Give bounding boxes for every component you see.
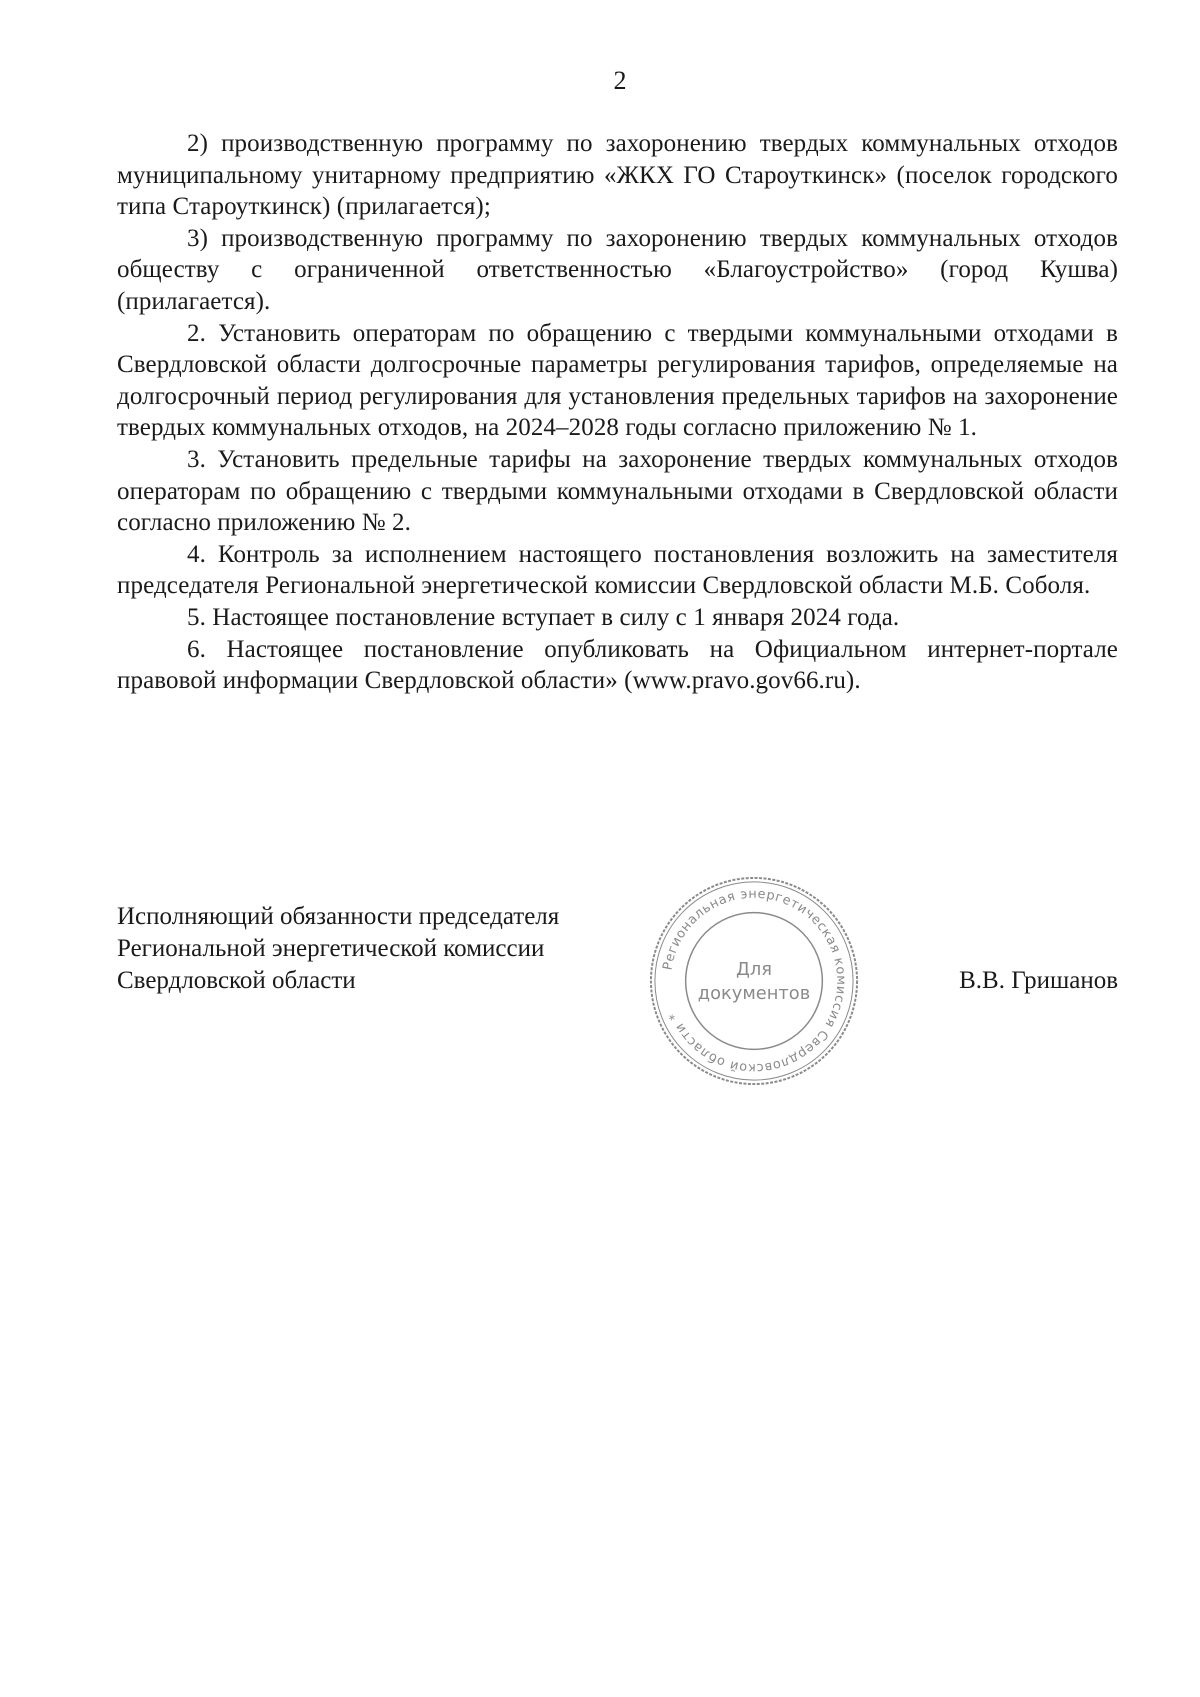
stamp-outer-ring [651,878,857,1084]
paragraph-long-term-parameters: 2. Установить операторам по обращению с твердыми коммунальными отходами в Свердловской области долгосрочные параметры регулирования тарифов, определяемые на долгосрочный период регулирования для установления предельных тарифов на захоронение твердых коммунальных отходов, на 2024–2028 годы согласно приложению № 1. [117,319,1118,442]
stamp-outer-ring-2 [655,882,853,1080]
paragraph-effective-date: 5. Настоящее постановление вступает в силу с 1 января 2024 года. [187,603,900,631]
paragraph-production-program-starooutkinsk: 2) производственную программу по захоронению твердых коммунальных отходов муниципальному унитарному предприятию «ЖКХ ГО Староуткинск» (поселок городского типа Староуткинск) (прилагается); [117,130,1118,221]
stamp-ring-textpath: Региональная энергетическая комиссия Свердловской области * [660,886,849,1076]
signer-position [117,901,559,997]
signer-position-line-1: Исполняющий обязанности председателя [117,903,560,930]
document-body [117,128,1118,697]
signer-name: В.В. Гришанов [959,967,1118,994]
signer-position-line-2: Региональной энергетической комиссии [117,935,545,962]
paragraph-control: 4. Контроль за исполнением настоящего постановления возложить на заместителя председателя Региональной энергетической комиссии Свердловской области М.Б. Соболя. [117,540,1118,600]
signer-position-line-3: Свердловской области [117,967,356,994]
stamp-center-line-1: Для [735,959,773,981]
page-number: 2 [613,66,627,95]
paragraph-production-program-blagoustroystvo: 3) производственную программу по захоронению твердых коммунальных отходов обществу с ограниченной ответственностью «Благоустройство» (город Кушва) (прилагается). [117,224,1118,315]
stamp-ring-text [660,887,848,1076]
paragraph-publication: 6. Настоящее постановление опубликовать на Официальном интернет-портале правовой информации Свердловской области» (www.pravo.gov66.ru). [117,635,1118,695]
official-stamp [645,872,863,1090]
stamp-inner-ring [686,913,823,1050]
signature-block [117,901,1118,1031]
stamp-center-line-2: документов [697,982,811,1004]
paragraph-tariff-limits: 3. Установить предельные тарифы на захоронение твердых коммунальных отходов операторам по обращению с твердыми коммунальными отходами в Свердловской области согласно приложению № 2. [117,445,1118,537]
